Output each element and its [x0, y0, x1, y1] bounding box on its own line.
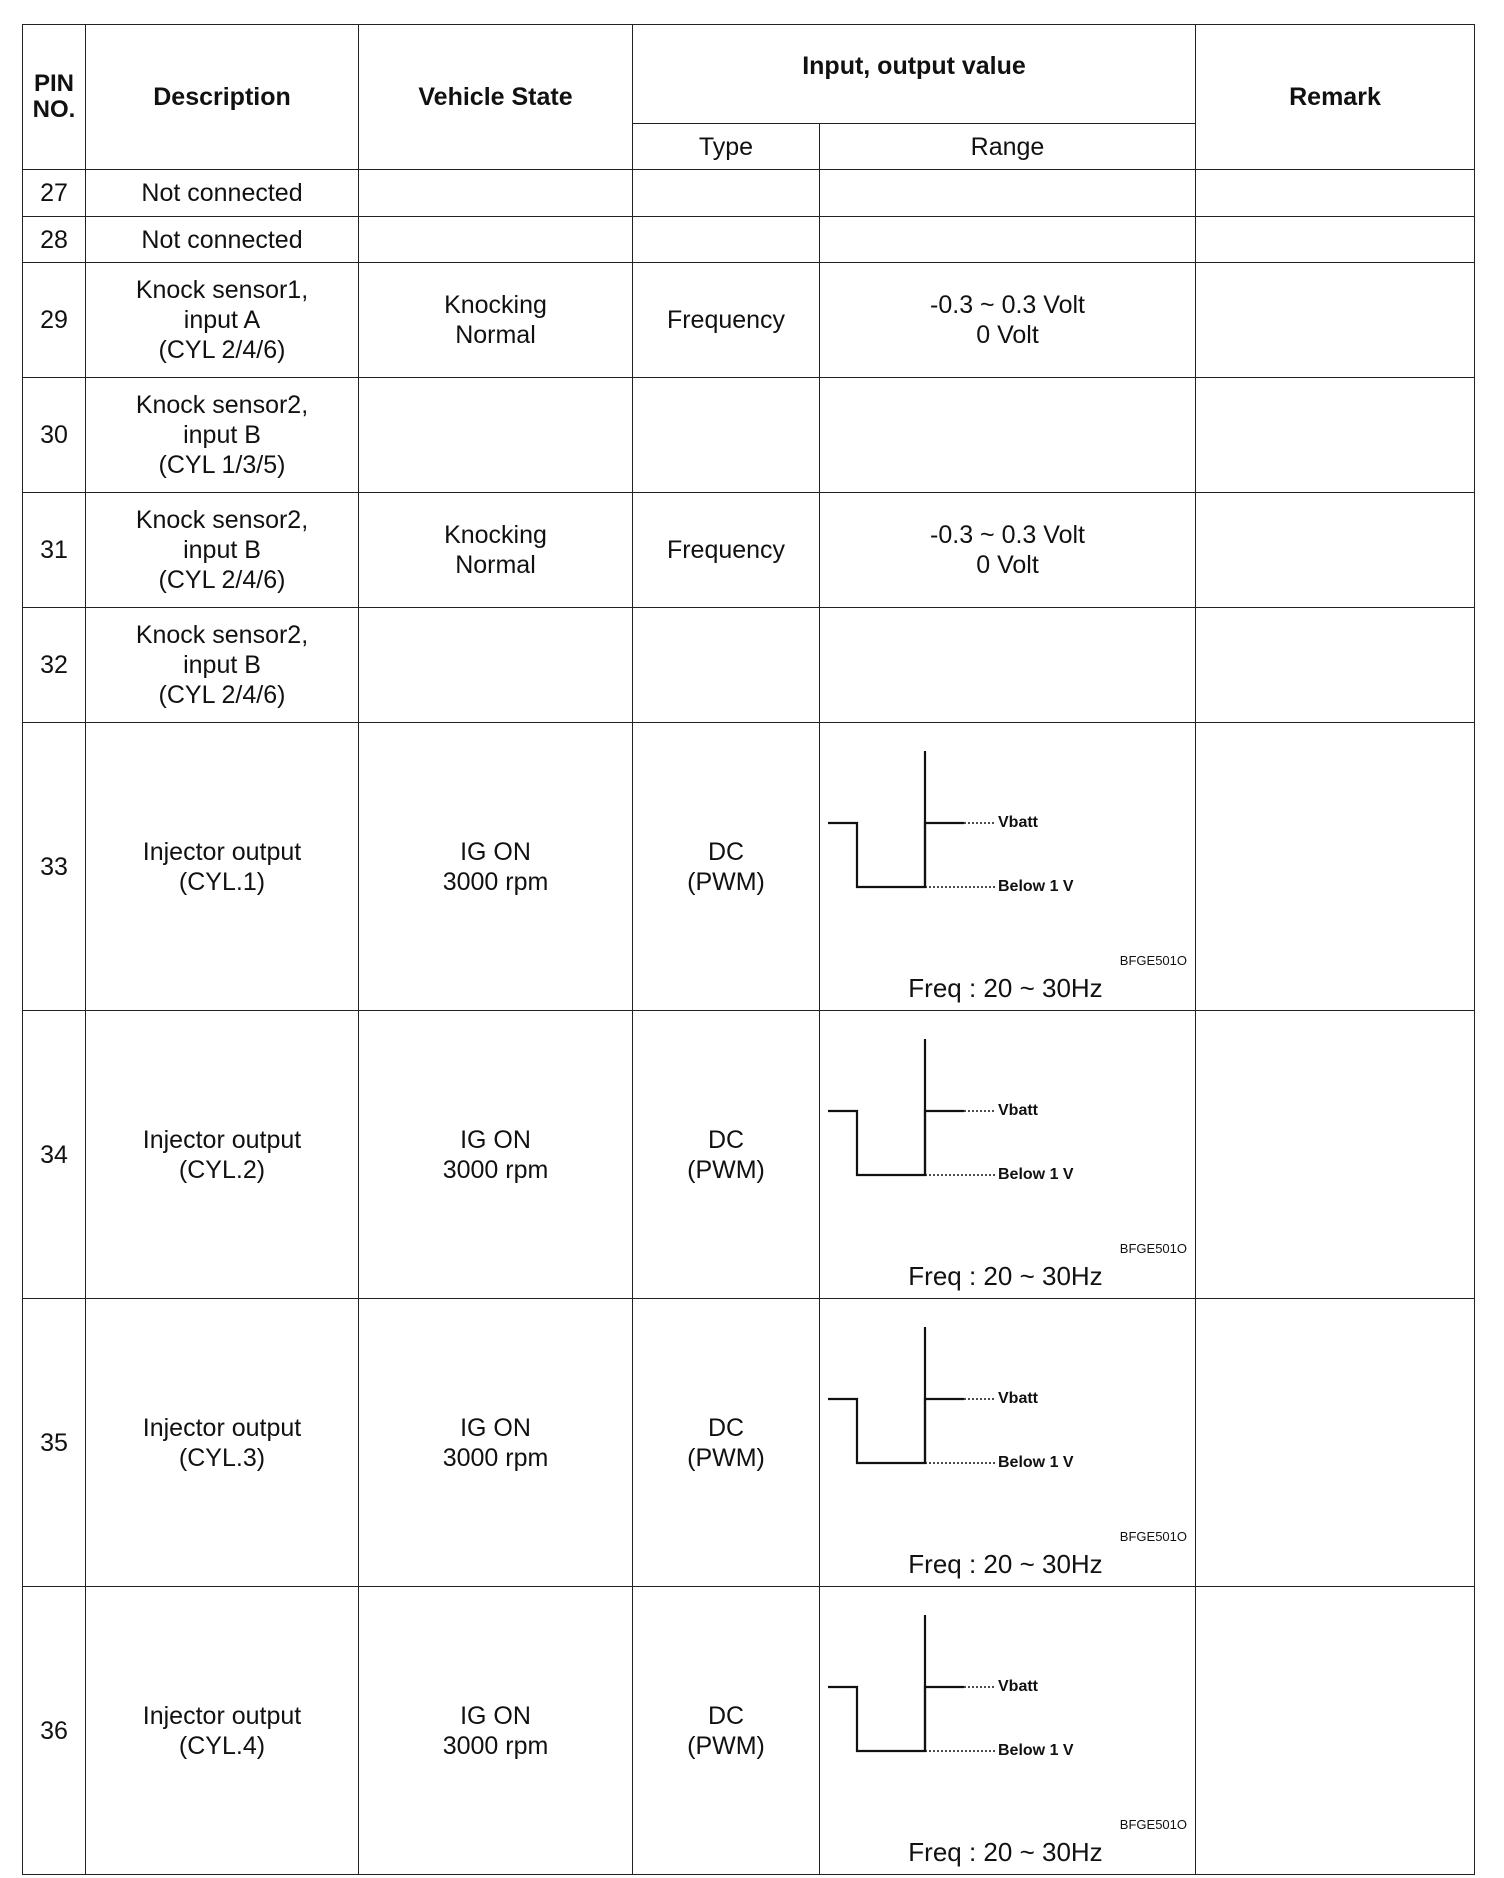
header-io-value: Input, output value — [633, 25, 1196, 124]
frequency-label — [820, 1549, 1195, 1579]
vbatt-label: Vbatt — [998, 1390, 1038, 1407]
range-cell — [820, 170, 1196, 217]
vehicle-state-cell — [359, 378, 633, 493]
type-cell: Frequency — [633, 263, 820, 378]
remark-cell — [1196, 1299, 1475, 1587]
remark-cell — [1196, 170, 1475, 217]
pin-number: 28 — [23, 217, 86, 263]
range-cell — [820, 1587, 1196, 1875]
vehicle-state-cell — [359, 217, 633, 263]
header-range: Range — [820, 124, 1196, 170]
vehicle-state-cell — [359, 608, 633, 723]
header-pin-no: PIN NO. — [23, 25, 86, 170]
type-cell: DC (PWM) — [633, 1011, 820, 1299]
table-row — [23, 608, 1475, 723]
table-row — [23, 1299, 1475, 1587]
pwm-waveform — [820, 1299, 1195, 1586]
header-vehicle-state: Vehicle State — [359, 25, 633, 170]
remark-cell — [1196, 1587, 1475, 1875]
table-body — [23, 170, 1475, 1875]
description-cell: Not connected — [86, 217, 359, 263]
table-row — [23, 217, 1475, 263]
header-remark: Remark — [1196, 25, 1475, 170]
remark-cell — [1196, 1011, 1475, 1299]
table-row — [23, 493, 1475, 608]
pwm-waveform — [820, 1011, 1195, 1298]
description-cell: Injector output (CYL.1) — [86, 723, 359, 1011]
vehicle-state-cell: Knocking Normal — [359, 263, 633, 378]
remark-cell — [1196, 217, 1475, 263]
pin-number: 33 — [23, 723, 86, 1011]
frequency-text: Freq : 20 ~ 30Hz — [908, 1261, 1103, 1291]
below-1v-label: Below 1 V — [998, 1454, 1074, 1471]
type-cell: DC (PWM) — [633, 1299, 820, 1587]
description-cell: Injector output (CYL.4) — [86, 1587, 359, 1875]
frequency-text: Freq : 20 ~ 30Hz — [908, 1837, 1103, 1867]
pin-number: 32 — [23, 608, 86, 723]
range-cell — [820, 378, 1196, 493]
figure-code: BFGE501O — [1119, 1817, 1187, 1832]
description-cell: Injector output (CYL.2) — [86, 1011, 359, 1299]
type-cell — [633, 217, 820, 263]
frequency-label — [820, 1261, 1195, 1291]
vehicle-state-cell: IG ON 3000 rpm — [359, 1587, 633, 1875]
description-cell: Injector output (CYL.3) — [86, 1299, 359, 1587]
vbatt-label: Vbatt — [998, 1102, 1038, 1119]
figure-code: BFGE501O — [1119, 1529, 1187, 1544]
pwm-waveform — [820, 1587, 1195, 1874]
table-header — [23, 25, 1475, 170]
type-cell — [633, 170, 820, 217]
table-row — [23, 1587, 1475, 1875]
pin-number: 30 — [23, 378, 86, 493]
below-1v-label: Below 1 V — [998, 878, 1074, 895]
below-1v-label: Below 1 V — [998, 1166, 1074, 1183]
table-row — [23, 263, 1475, 378]
pin-number: 27 — [23, 170, 86, 217]
vehicle-state-cell: IG ON 3000 rpm — [359, 1299, 633, 1587]
range-cell: -0.3 ~ 0.3 Volt 0 Volt — [820, 263, 1196, 378]
table-row — [23, 1011, 1475, 1299]
remark-cell — [1196, 263, 1475, 378]
remark-cell — [1196, 378, 1475, 493]
vehicle-state-cell — [359, 170, 633, 217]
pin-number: 29 — [23, 263, 86, 378]
frequency-text: Freq : 20 ~ 30Hz — [908, 1549, 1103, 1579]
remark-cell — [1196, 493, 1475, 608]
frequency-label — [820, 1837, 1195, 1867]
range-cell — [820, 217, 1196, 263]
pin-number: 34 — [23, 1011, 86, 1299]
frequency-label — [820, 973, 1195, 1003]
type-cell: DC (PWM) — [633, 1587, 820, 1875]
pin-number: 31 — [23, 493, 86, 608]
description-cell: Knock sensor2, input B (CYL 2/4/6) — [86, 608, 359, 723]
description-cell: Knock sensor2, input B (CYL 1/3/5) — [86, 378, 359, 493]
table-row — [23, 723, 1475, 1011]
vehicle-state-cell: IG ON 3000 rpm — [359, 1011, 633, 1299]
range-cell — [820, 1011, 1196, 1299]
figure-code: BFGE501O — [1119, 953, 1187, 968]
range-cell — [820, 1299, 1196, 1587]
pin-table — [22, 24, 1475, 1875]
pin-number: 35 — [23, 1299, 86, 1587]
type-cell — [633, 608, 820, 723]
figure-code: BFGE501O — [1119, 1241, 1187, 1256]
vbatt-label: Vbatt — [998, 814, 1038, 831]
range-cell — [820, 723, 1196, 1011]
table-row — [23, 170, 1475, 217]
range-cell — [820, 608, 1196, 723]
description-cell: Knock sensor1, input A (CYL 2/4/6) — [86, 263, 359, 378]
remark-cell — [1196, 723, 1475, 1011]
vehicle-state-cell: IG ON 3000 rpm — [359, 723, 633, 1011]
below-1v-label: Below 1 V — [998, 1742, 1074, 1759]
type-cell: Frequency — [633, 493, 820, 608]
description-cell: Not connected — [86, 170, 359, 217]
header-description: Description — [86, 25, 359, 170]
pin-number: 36 — [23, 1587, 86, 1875]
table-row — [23, 378, 1475, 493]
remark-cell — [1196, 608, 1475, 723]
header-type: Type — [633, 124, 820, 170]
frequency-text: Freq : 20 ~ 30Hz — [908, 973, 1103, 1003]
vehicle-state-cell: Knocking Normal — [359, 493, 633, 608]
pwm-waveform — [820, 723, 1195, 1010]
range-cell: -0.3 ~ 0.3 Volt 0 Volt — [820, 493, 1196, 608]
description-cell: Knock sensor2, input B (CYL 2/4/6) — [86, 493, 359, 608]
vbatt-label: Vbatt — [998, 1678, 1038, 1695]
type-cell: DC (PWM) — [633, 723, 820, 1011]
type-cell — [633, 378, 820, 493]
